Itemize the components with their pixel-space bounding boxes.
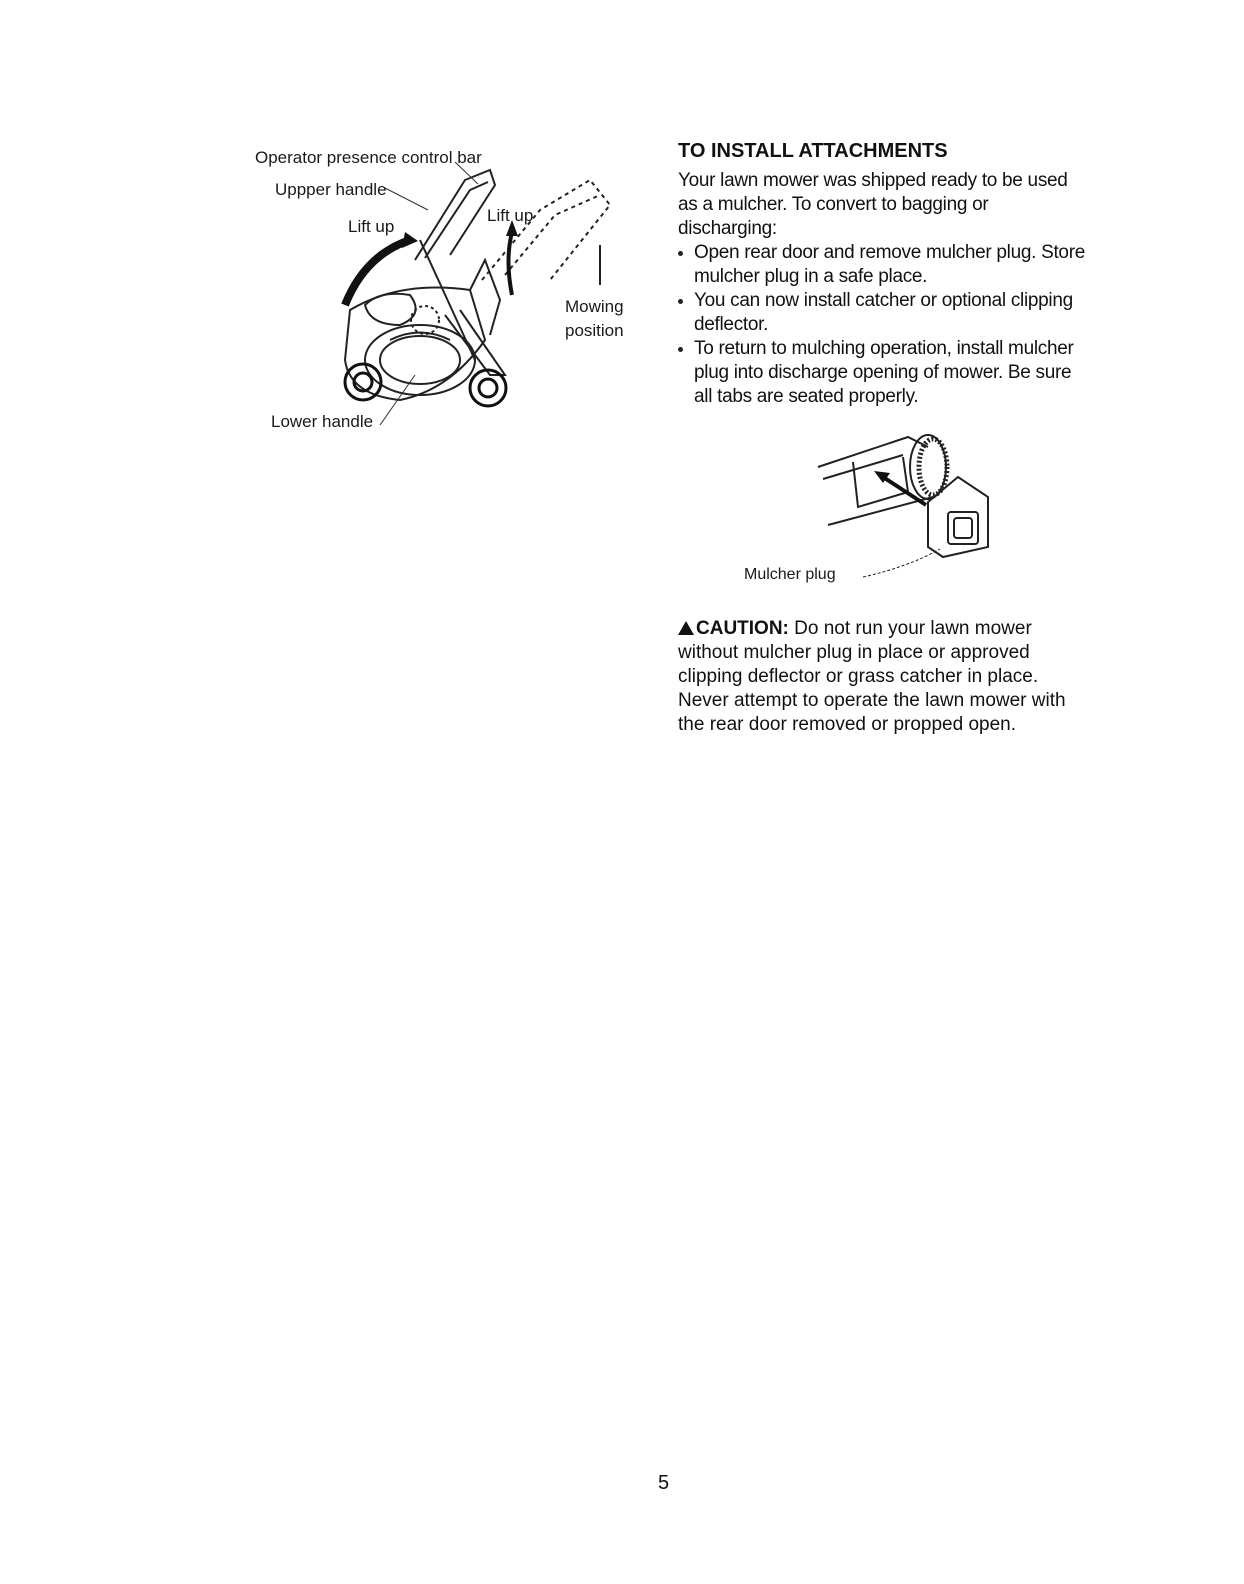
lift-up-left-label: Lift up — [348, 217, 395, 236]
instruction-list — [678, 241, 1088, 409]
lift-arrow-left — [345, 240, 410, 305]
attachments-section — [678, 140, 1088, 737]
bullet-icon — [678, 347, 683, 352]
caution-text: Do not run your lawn mower without mulcher plug in place or approved clipping deflector or grass catcher in place. Never attempt to operate the lawn mower with the rear door removed or propped open. — [678, 618, 1066, 735]
section-title: TO INSTALL ATTACHMENTS — [678, 140, 948, 162]
rear-wheel — [470, 370, 506, 406]
warning-icon — [678, 621, 694, 635]
mower-handle-figure — [250, 140, 650, 440]
mulcher-plug-illustration — [678, 417, 1088, 597]
rear-wheel-icon — [910, 435, 946, 499]
lower-handle-label: Lower handle — [271, 412, 374, 431]
caution-label: CAUTION: — [696, 618, 789, 639]
page-number: 5 — [658, 1472, 670, 1494]
list-item: You can now install catcher or optional clipping deflector. — [678, 289, 1088, 337]
intro-paragraph: Your lawn mower was shipped ready to be used as a mulcher. To convert to bagging or discharging: — [678, 170, 1068, 239]
bullet-icon — [678, 251, 683, 256]
operator-bar-label: Operator presence control bar — [255, 148, 482, 167]
lift-arrow-right — [509, 232, 513, 295]
mulcher-plug-label: Mulcher plug — [744, 566, 836, 583]
mulcher-plug-figure — [678, 417, 1088, 597]
folded-handle — [482, 180, 610, 280]
mowing-label-line1: Mowing — [565, 297, 624, 316]
caution-notice — [678, 617, 1088, 737]
list-item: To return to mulching operation, install mulcher plug into discharge opening of mower. Be sure all tabs are seated properly. — [678, 337, 1088, 409]
mowing-label-line2: position — [565, 321, 624, 340]
list-item: Open rear door and remove mulcher plug. Store mulcher plug in a safe place. — [678, 241, 1088, 289]
upper-handle-label: Uppper handle — [275, 180, 387, 199]
lift-up-right-label: Lift up — [487, 206, 534, 225]
bullet-icon — [678, 299, 683, 304]
